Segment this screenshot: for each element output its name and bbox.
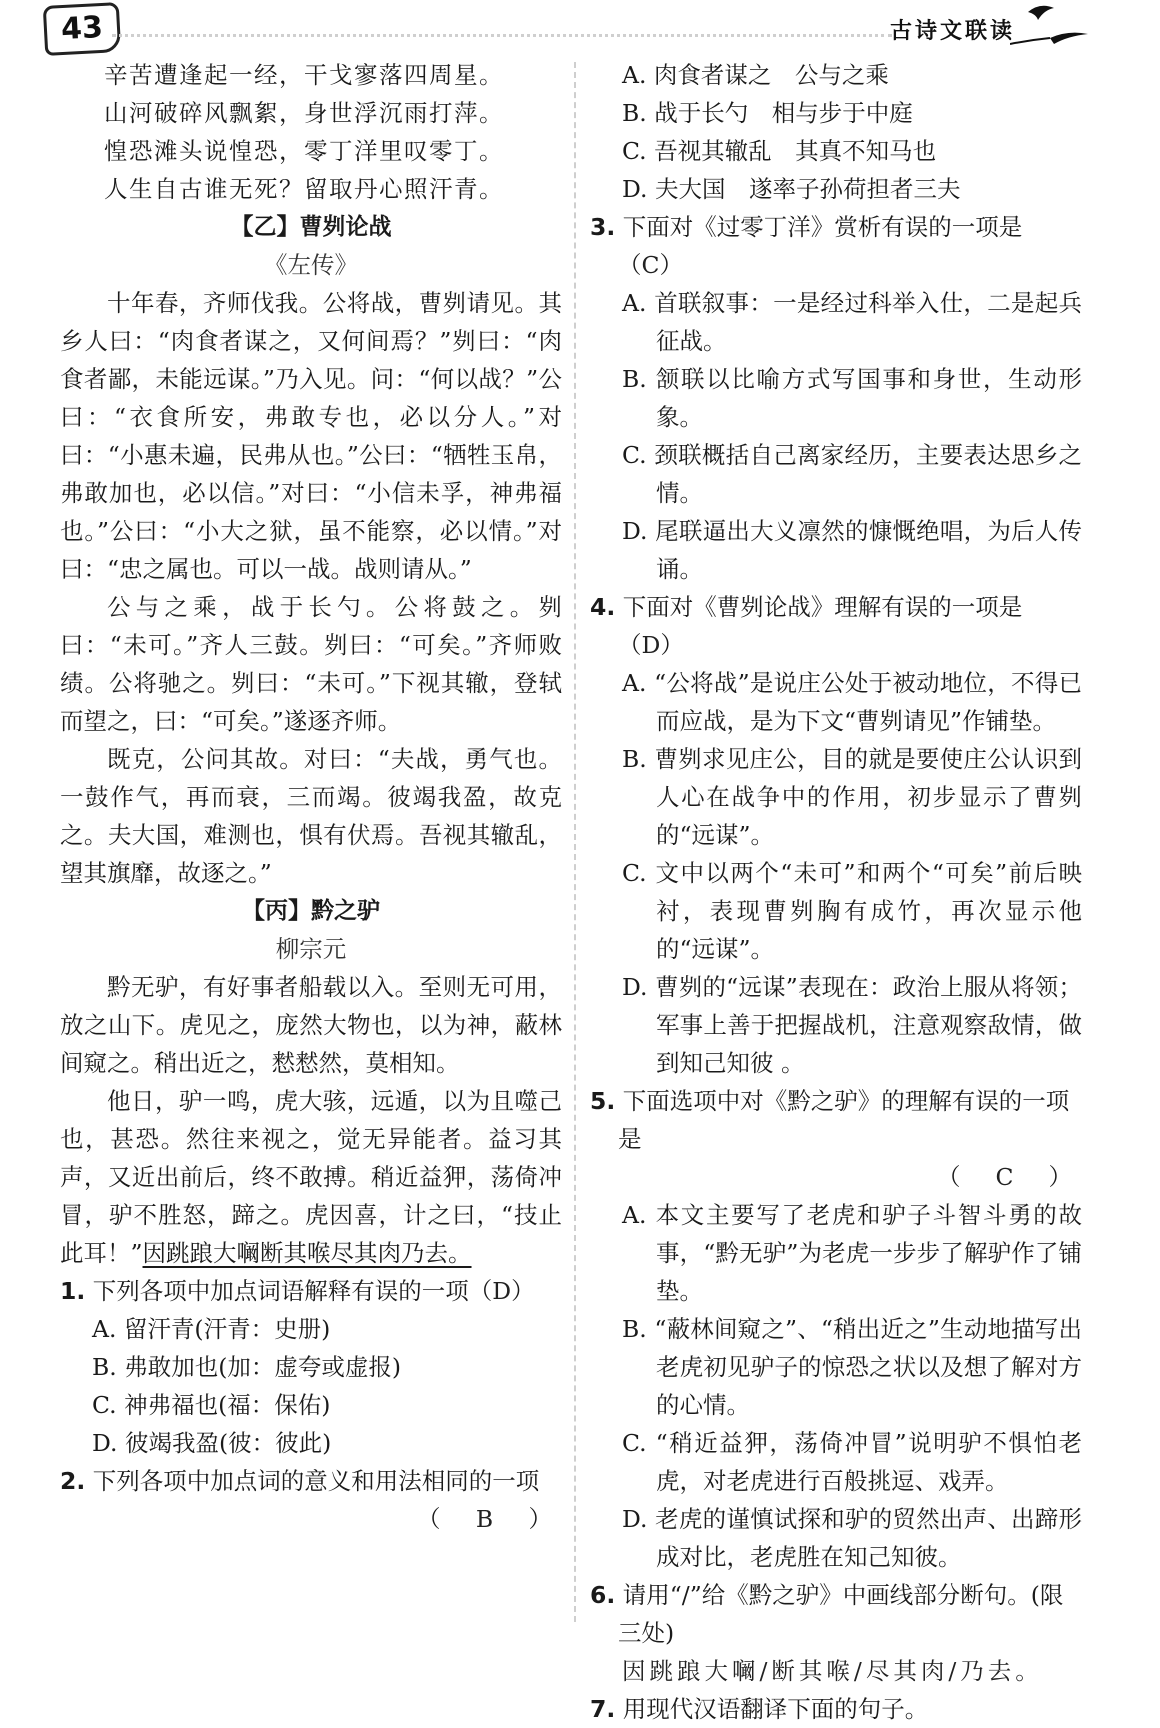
- question-stem: 下面对《曹刿论战》理解有误的一项是: [622, 593, 1023, 621]
- answer-mark: C: [995, 1163, 1014, 1191]
- text-bing-title: 【丙】黔之驴: [242, 898, 380, 924]
- header-dotted-rule: [112, 34, 892, 37]
- option: D. 曹刿的“远谋”表现在：政治上服从将领；军事上善于把握战机，注意观察敌情，做到知己知彼 。: [622, 973, 1082, 1077]
- question-stem: 用现代汉语翻译下面的句子。: [622, 1695, 929, 1723]
- option: D. 彼竭我盈(彼：彼此): [92, 1429, 332, 1457]
- paragraph-lead: 他日，驴一鸣，虎大骇，远遁，以为且噬己也，甚恐。然往来视之，觉无异能者。益习其声，又近出前后，终不敢搏。稍近益狎，荡倚冲冒，驴不胜怒，蹄之。虎因喜，计之曰，“技止此耳！”: [60, 1087, 562, 1267]
- poem-line: 人生自古谁无死？留取丹心照汗青。: [104, 175, 504, 203]
- answer-text: 因跳踉大㘎/断其喉/尽其肉/乃去。: [622, 1657, 1043, 1685]
- text-yi-paragraph-1: 十年春，齐师伐我。公将战，曹刿请见。其乡人曰：“肉食者谋之，又何间焉？”刿曰：“肉食者鄙，未能远谋。”乃入见。问：“何以战？”公曰：“衣食所安，弗敢专也，必以分人。”对曰：“小惠未遍，民弗从也。”公曰：“牺牲玉帛，弗敢加也，必以信。”对曰：“小信未孚，神弗福也。”公曰：“小大之狱，虽不能察，必以情。”对曰：“忠之属也。可以一战。战则请从。”: [60, 289, 562, 583]
- option: A. 本文主要写了老虎和驴子斗智斗勇的故事，“黔无驴”为老虎一步步了解驴作了铺垫。: [622, 1201, 1082, 1305]
- bird-swoosh-icon: [1010, 0, 1090, 50]
- question-1: 1. 下列各项中加点词语解释有误的一项（D）: [60, 1277, 535, 1305]
- text-bing-paragraph-2: [60, 1082, 562, 1272]
- poem-line: 辛苦遭逢起一经，干戈寥落四周星。: [104, 61, 504, 89]
- option: B. 颔联以比喻方式写国事和身世，生动形象。: [622, 365, 1082, 431]
- answer-row: （ B ）: [60, 1500, 562, 1538]
- option: A. “公将战”是说庄公处于被动地位，不得已而应战，是为下文“曹刿请见”作铺垫。: [622, 669, 1082, 735]
- question-stem: 请用“/”给《黔之驴》中画线部分断句。(限三处): [618, 1581, 1064, 1647]
- left-column: [60, 56, 562, 1538]
- column-divider: [574, 62, 576, 1622]
- right-column: [590, 56, 1082, 1728]
- page-number-badge: 43: [43, 2, 122, 56]
- poem-line: 山河破碎风飘絮，身世浮沉雨打萍。: [104, 99, 504, 127]
- option: A. 留汗青(汗青：史册): [92, 1315, 331, 1343]
- option: D. 老虎的谨慎试探和驴的贸然出声、出蹄形成对比，老虎胜在知己知彼。: [622, 1505, 1082, 1571]
- answer-mark: D: [492, 1277, 512, 1305]
- option: A. 首联叙事：一是经过科举入仕，二是起兵征战。: [622, 289, 1082, 355]
- text-yi-author: 《左传》: [264, 251, 358, 279]
- option: C. “稍近益狎，荡倚冲冒”说明驴不惧怕老虎，对老虎进行百般挑逗、戏弄。: [622, 1429, 1082, 1495]
- answer-mark: B: [475, 1505, 494, 1533]
- section-title: 古诗文联读: [890, 18, 1016, 44]
- option: A. 肉食者谋之 公与之乘: [622, 61, 889, 89]
- option: B. “蔽林间窥之”、“稍出近之”生动地描写出老虎初见驴子的惊恐之状以及想了解对方的心情。: [622, 1315, 1082, 1419]
- option: C. 吾视其辙乱 其真不知马也: [622, 137, 937, 165]
- page-header: [0, 0, 1160, 60]
- option: C. 神弗福也(福：保佑): [92, 1391, 331, 1419]
- text-yi-title: 【乙】曹刿论战: [230, 214, 392, 240]
- option: D. 尾联逼出大义凛然的慷慨绝唱，为后人传诵。: [622, 517, 1082, 583]
- answer-mark: C: [641, 251, 660, 279]
- text-bing-author: 柳宗元: [275, 935, 347, 963]
- question-7: 7. 用现代汉语翻译下面的句子。: [590, 1695, 929, 1723]
- underlined-sentence: 因跳踉大㘎断其喉尽其肉乃去。: [142, 1239, 472, 1267]
- question-4: 4. 下面对《曹刿论战》理解有误的一项是（D）: [590, 593, 1023, 659]
- question-stem: 下列各项中加点词语解释有误的一项: [92, 1277, 469, 1305]
- question-stem: 下面选项中对《黔之驴》的理解有误的一项是: [618, 1087, 1070, 1153]
- answer-row: （ C ）: [590, 1158, 1082, 1196]
- text-yi-paragraph-3: 既克，公问其故。对曰：“夫战，勇气也。一鼓作气，再而衰，三而竭。彼竭我盈，故克之。夫大国，难测也，惧有伏焉。吾视其辙乱，望其旗靡，故逐之。”: [60, 745, 562, 887]
- option: C. 颈联概括自己离家经历，主要表达思乡之情。: [622, 441, 1082, 507]
- text-bing-paragraph-1: 黔无驴，有好事者船载以入。至则无可用，放之山下。虎见之，庞然大物也，以为神，蔽林间窥之。稍出近之，慭慭然，莫相知。: [60, 973, 562, 1077]
- option: D. 夫大国 遂率子孙荷担者三夫: [622, 175, 961, 203]
- answer-mark: D: [641, 631, 661, 659]
- question-3: 3. 下面对《过零丁洋》赏析有误的一项是（C）: [590, 213, 1023, 279]
- option: B. 弗敢加也(加：虚夸或虚报): [92, 1353, 402, 1381]
- option: B. 战于长勺 相与步于中庭: [622, 99, 913, 127]
- question-5: 5. 下面选项中对《黔之驴》的理解有误的一项是: [590, 1087, 1070, 1153]
- option: C. 文中以两个“未可”和两个“可矣”前后映衬，表现曹刿胸有成竹，再次显示他的“远谋”。: [622, 859, 1082, 963]
- option: B. 曹刿求见庄公，目的就是要使庄公认识到人心在战争中的作用，初步显示了曹刿的“远谋”。: [622, 745, 1082, 849]
- poem-line: 惶恐滩头说惶恐，零丁洋里叹零丁。: [104, 137, 504, 165]
- question-stem: 下列各项中加点词的意义和用法相同的一项: [92, 1467, 540, 1495]
- question-stem: 下面对《过零丁洋》赏析有误的一项是: [622, 213, 1023, 241]
- text-yi-paragraph-2: 公与之乘，战于长勺。公将鼓之。刿曰：“未可。”齐人三鼓。刿曰：“可矣。”齐师败绩。公将驰之。刿曰：“未可。”下视其辙，登轼而望之，曰：“可矣。”遂逐齐师。: [60, 593, 562, 735]
- question-6: 6. 请用“/”给《黔之驴》中画线部分断句。(限三处): [590, 1581, 1064, 1647]
- question-2: 2. 下列各项中加点词的意义和用法相同的一项: [60, 1467, 540, 1495]
